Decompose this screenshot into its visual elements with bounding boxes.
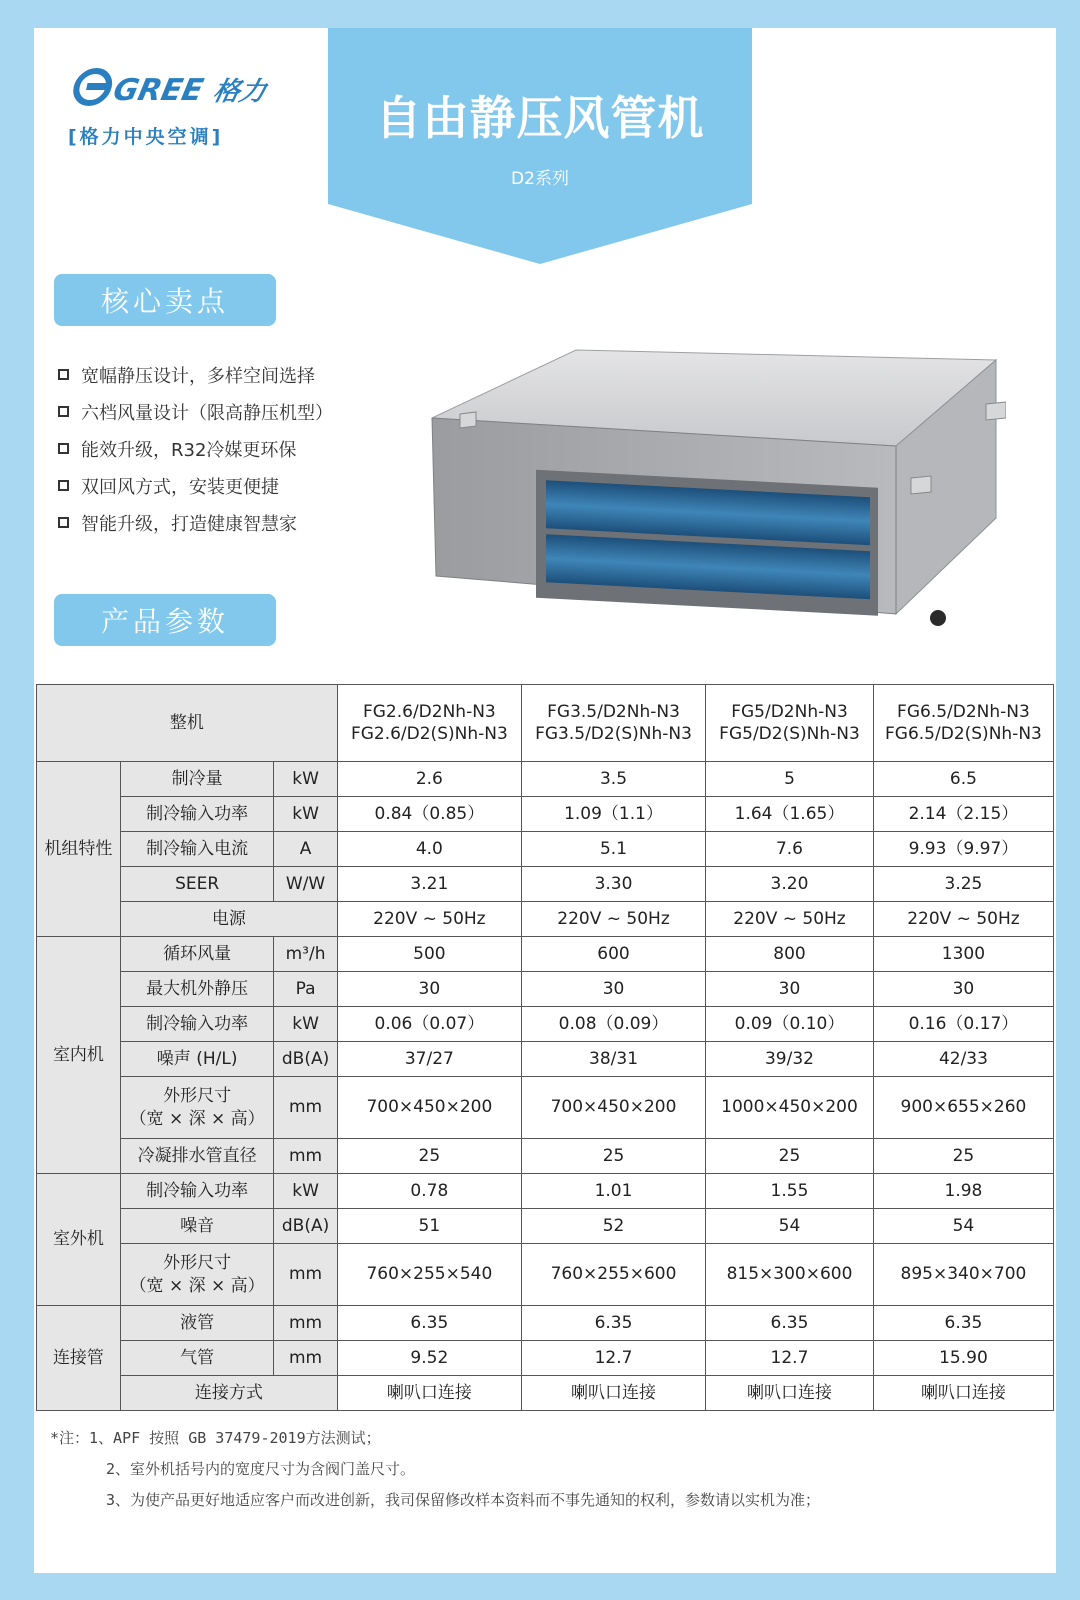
feature-text: 智能升级，打造健康智慧家	[81, 513, 297, 535]
value-cell: 15.90	[873, 1341, 1053, 1376]
value-cell: 25	[873, 1139, 1053, 1174]
value-cell: 52	[521, 1209, 705, 1244]
table-row	[37, 762, 1054, 797]
page-frame	[34, 28, 1056, 1573]
checkbox-icon	[58, 480, 69, 491]
row-label: SEER	[120, 867, 273, 902]
checkbox-icon	[58, 517, 69, 528]
table-row	[37, 1376, 1054, 1411]
checkbox-icon	[58, 443, 69, 454]
value-cell: 喇叭口连接	[521, 1376, 705, 1411]
feature-text: 六档风量设计（限高静压机型）	[81, 402, 333, 424]
value-cell: 1.64（1.65）	[706, 797, 874, 832]
note-line: 3、为使产品更好地适应客户而改进创新，我司保留修改样本资料而不事先通知的权利，参数请以实机为准；	[106, 1491, 821, 1509]
value-cell: 700×450×200	[521, 1077, 705, 1139]
value-cell: 7.6	[706, 832, 874, 867]
unit-cell: kW	[274, 1007, 337, 1042]
value-cell: 3.21	[337, 867, 521, 902]
table-row	[37, 1244, 1054, 1306]
cell-line: FG3.5/D2Nh-N3	[547, 701, 680, 722]
value-cell: 25	[706, 1139, 874, 1174]
footnotes	[50, 1423, 820, 1516]
value-cell: 700×450×200	[337, 1077, 521, 1139]
cell-line: FG6.5/D2(S)Nh-N3	[885, 724, 1042, 744]
group-label: 室外机	[37, 1174, 121, 1306]
table-row	[37, 1306, 1054, 1341]
value-cell: 0.08（0.09）	[521, 1007, 705, 1042]
value-cell: 815×300×600	[706, 1244, 874, 1306]
model-header	[337, 685, 521, 762]
group-label: 室内机	[37, 937, 121, 1174]
row-label: 连接方式	[120, 1376, 337, 1411]
value-cell: 54	[873, 1209, 1053, 1244]
value-cell: 4.0	[337, 832, 521, 867]
page-title: 自由静压风管机	[375, 91, 705, 145]
value-cell: 6.35	[521, 1306, 705, 1341]
value-cell: 0.78	[337, 1174, 521, 1209]
table-row	[37, 1042, 1054, 1077]
row-label: 最大机外静压	[120, 972, 273, 1007]
value-cell: 895×340×700	[873, 1244, 1053, 1306]
table-row	[37, 1007, 1054, 1042]
duct-unit-illustration	[426, 318, 1006, 648]
value-cell: 39/32	[706, 1042, 874, 1077]
unit-cell: A	[274, 832, 337, 867]
feature-text: 双回风方式，安装更便捷	[81, 476, 279, 498]
cell-line: （宽 × 深 × 高）	[129, 1108, 265, 1129]
brand-name-cn: 格力	[210, 76, 269, 107]
params-heading: 产品参数	[54, 594, 276, 646]
table-row	[37, 1209, 1054, 1244]
table-row	[37, 902, 1054, 937]
value-cell: 500	[337, 937, 521, 972]
value-cell: 38/31	[521, 1042, 705, 1077]
table-row	[37, 867, 1054, 902]
value-cell: 喇叭口连接	[337, 1376, 521, 1411]
cell-line: FG5/D2(S)Nh-N3	[719, 724, 860, 744]
unit-cell: W/W	[274, 867, 337, 902]
cell-line: FG3.5/D2(S)Nh-N3	[535, 724, 692, 744]
gree-logo-mark	[68, 62, 308, 122]
unit-cell: m³/h	[274, 937, 337, 972]
feature-item	[58, 356, 333, 393]
value-cell: 30	[706, 972, 874, 1007]
row-label: 制冷输入电流	[120, 832, 273, 867]
value-cell: 0.16（0.17）	[873, 1007, 1053, 1042]
value-cell: 6.35	[873, 1306, 1053, 1341]
feature-item	[58, 467, 333, 504]
value-cell: 42/33	[873, 1042, 1053, 1077]
table-row	[37, 972, 1054, 1007]
unit-cell: mm	[274, 1244, 337, 1306]
value-cell: 1.55	[706, 1174, 874, 1209]
model-header	[873, 685, 1053, 762]
value-cell: 30	[337, 972, 521, 1007]
feature-item	[58, 393, 333, 430]
value-cell: 1.09（1.1）	[521, 797, 705, 832]
value-cell: 12.7	[706, 1341, 874, 1376]
series-label: D2系列	[511, 169, 569, 189]
value-cell: 3.30	[521, 867, 705, 902]
value-cell: 30	[873, 972, 1053, 1007]
row-label: 循环风量	[120, 937, 273, 972]
feature-text: 能效升级，R32冷媒更环保	[81, 439, 297, 461]
value-cell: 喇叭口连接	[706, 1376, 874, 1411]
spec-table	[36, 684, 1054, 1411]
cell-line: 外形尺寸	[163, 1086, 232, 1107]
cell-line: FG5/D2Nh-N3	[731, 701, 848, 722]
value-cell: 760×255×600	[521, 1244, 705, 1306]
value-cell: 3.20	[706, 867, 874, 902]
value-cell: 12.7	[521, 1341, 705, 1376]
table-row	[37, 937, 1054, 972]
unit-cell: mm	[274, 1306, 337, 1341]
cell-line: （宽 × 深 × 高）	[129, 1275, 265, 1296]
note-line: *注：1、APF 按照 GB 37479-2019方法测试；	[50, 1429, 381, 1447]
value-cell: 37/27	[337, 1042, 521, 1077]
unit-cell: Pa	[274, 972, 337, 1007]
value-cell: 220V ~ 50Hz	[706, 902, 874, 937]
brand-subtitle: [格力中央空调]	[68, 126, 224, 148]
product-image	[426, 318, 1006, 648]
value-cell: 1000×450×200	[706, 1077, 874, 1139]
value-cell: 25	[337, 1139, 521, 1174]
row-label: 制冷输入功率	[120, 1174, 273, 1209]
value-cell: 0.84（0.85）	[337, 797, 521, 832]
checkbox-icon	[58, 369, 69, 380]
value-cell: 1.01	[521, 1174, 705, 1209]
value-cell: 1300	[873, 937, 1053, 972]
table-row	[37, 1139, 1054, 1174]
unit-cell: dB(A)	[274, 1042, 337, 1077]
value-cell: 0.06（0.07）	[337, 1007, 521, 1042]
unit-cell: mm	[274, 1139, 337, 1174]
row-label: 噪声 (H/L)	[120, 1042, 273, 1077]
gree-logo	[68, 62, 308, 152]
value-cell: 6.35	[337, 1306, 521, 1341]
row-label: 制冷量	[120, 762, 273, 797]
feature-item	[58, 504, 333, 541]
value-cell: 喇叭口连接	[873, 1376, 1053, 1411]
value-cell: 3.25	[873, 867, 1053, 902]
checkbox-icon	[58, 406, 69, 417]
value-cell: 800	[706, 937, 874, 972]
value-cell: 220V ~ 50Hz	[873, 902, 1053, 937]
value-cell: 9.52	[337, 1341, 521, 1376]
value-cell: 6.5	[873, 762, 1053, 797]
value-cell: 5.1	[521, 832, 705, 867]
header-label: 整机	[37, 685, 338, 762]
cell-line: 外形尺寸	[163, 1253, 232, 1274]
row-label: 噪音	[120, 1209, 273, 1244]
table-row	[37, 1077, 1054, 1139]
row-label	[120, 1244, 273, 1306]
value-cell: 5	[706, 762, 874, 797]
row-label: 电源	[120, 902, 337, 937]
row-label: 液管	[120, 1306, 273, 1341]
feature-text: 宽幅静压设计，多样空间选择	[81, 365, 315, 387]
row-label: 气管	[120, 1341, 273, 1376]
note-line: 2、室外机括号内的宽度尺寸为含阀门盖尺寸。	[106, 1460, 416, 1478]
title-banner	[328, 28, 752, 264]
feature-item	[58, 430, 333, 467]
unit-cell: kW	[274, 1174, 337, 1209]
value-cell: 220V ~ 50Hz	[521, 902, 705, 937]
cell-line: FG2.6/D2Nh-N3	[362, 701, 496, 722]
table-row	[37, 1341, 1054, 1376]
row-label	[120, 1077, 273, 1139]
value-cell: 2.14（2.15）	[873, 797, 1053, 832]
value-cell: 1.98	[873, 1174, 1053, 1209]
value-cell: 2.6	[337, 762, 521, 797]
table-row	[37, 797, 1054, 832]
unit-cell: mm	[274, 1341, 337, 1376]
value-cell: 51	[337, 1209, 521, 1244]
table-header-row	[37, 685, 1054, 762]
table-row	[37, 832, 1054, 867]
value-cell: 9.93（9.97）	[873, 832, 1053, 867]
group-label: 连接管	[37, 1306, 121, 1411]
value-cell: 25	[521, 1139, 705, 1174]
unit-cell: kW	[274, 762, 337, 797]
row-label: 制冷输入功率	[120, 1007, 273, 1042]
value-cell: 220V ~ 50Hz	[337, 902, 521, 937]
table-row	[37, 1174, 1054, 1209]
unit-cell: mm	[274, 1077, 337, 1139]
value-cell: 3.5	[521, 762, 705, 797]
value-cell: 900×655×260	[873, 1077, 1053, 1139]
cell-line: FG2.6/D2(S)Nh-N3	[350, 724, 508, 744]
row-label: 制冷输入功率	[120, 797, 273, 832]
value-cell: 760×255×540	[337, 1244, 521, 1306]
value-cell: 6.35	[706, 1306, 874, 1341]
value-cell: 600	[521, 937, 705, 972]
cell-line: FG6.5/D2Nh-N3	[897, 701, 1030, 722]
brand-name: GREE	[110, 73, 207, 108]
model-header	[706, 685, 874, 762]
group-label: 机组特性	[37, 762, 121, 937]
value-cell: 0.09（0.10）	[706, 1007, 874, 1042]
value-cell: 30	[521, 972, 705, 1007]
feature-list	[58, 356, 333, 541]
model-header	[521, 685, 705, 762]
unit-cell: dB(A)	[274, 1209, 337, 1244]
value-cell: 54	[706, 1209, 874, 1244]
unit-cell: kW	[274, 797, 337, 832]
row-label: 冷凝排水管直径	[120, 1139, 273, 1174]
core-features-heading: 核心卖点	[54, 274, 276, 326]
